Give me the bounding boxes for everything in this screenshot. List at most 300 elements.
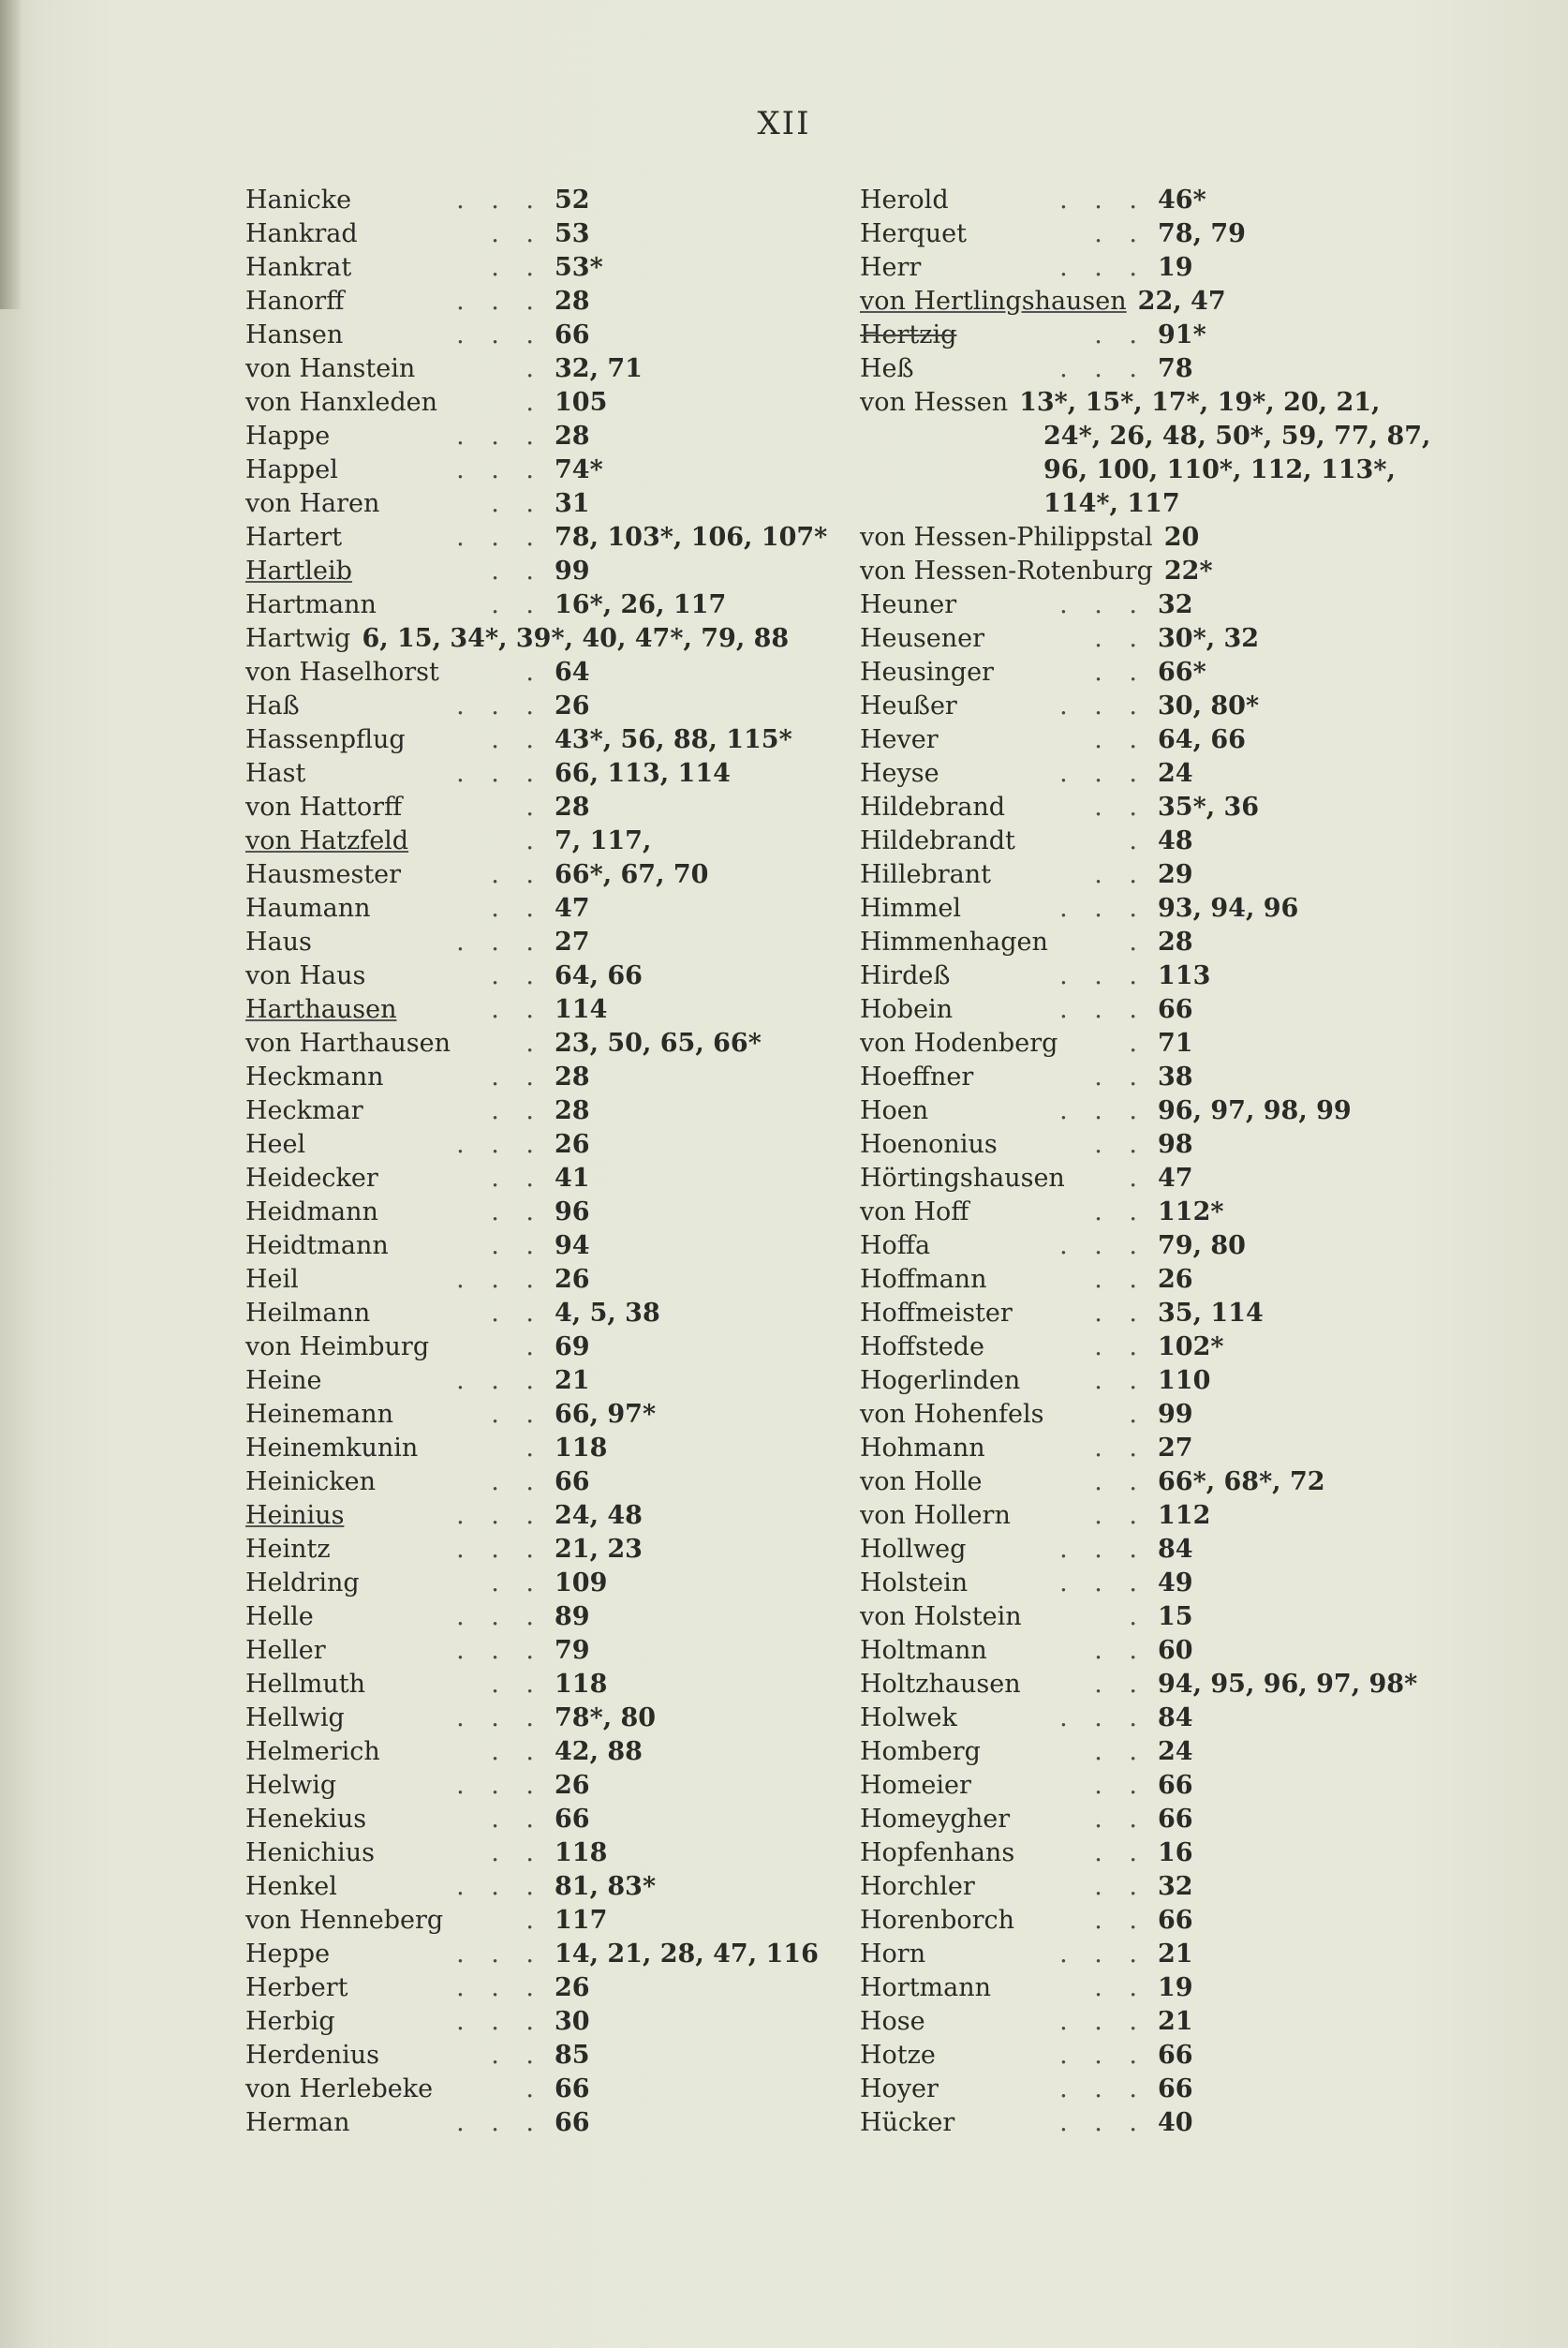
index-entry (860, 1904, 1506, 1938)
entry-label (860, 959, 1158, 993)
entry-name: Haus (245, 928, 312, 957)
entry-label (245, 1600, 555, 1634)
entry-pages: 4, 5, 38 (555, 1299, 660, 1328)
entry-pages: 85 (555, 2041, 590, 2070)
entry-label (860, 1061, 1158, 1094)
entry-pages: 78 (1158, 354, 1193, 383)
dot-leader: . . . (1059, 894, 1146, 923)
entry-label (860, 1836, 1158, 1870)
dot-leader: . . . (1059, 1535, 1146, 1564)
entry-name: Hansen (245, 320, 344, 349)
entry-label (245, 521, 555, 555)
entry-label (860, 1162, 1158, 1196)
entry-label (245, 555, 555, 588)
dot-leader: . (525, 388, 543, 417)
entry-pages: 47 (1158, 1164, 1193, 1193)
entry-label (860, 656, 1158, 690)
entry-pages: 64, 66 (555, 961, 643, 990)
entry-name: Herbert (245, 1973, 348, 2002)
entry-name: Happe (245, 422, 331, 451)
index-entry (860, 1162, 1506, 1196)
index-entry (245, 1297, 845, 1330)
entry-pages: 27 (555, 928, 590, 957)
entry-pages: 110 (1158, 1366, 1211, 1395)
index-entry (245, 858, 845, 892)
index-entry (245, 1094, 845, 1128)
dot-leader: . . . (456, 1535, 543, 1564)
dot-leader: . . . (456, 1265, 543, 1294)
entry-label (245, 1567, 555, 1600)
entry-label (245, 825, 555, 858)
entry-name: Heyse (860, 759, 939, 788)
index-entry (245, 1196, 845, 1229)
entry-label (860, 993, 1158, 1027)
dot-leader: . . . (456, 523, 543, 552)
entry-pages: 40 (1158, 2108, 1193, 2137)
entry-pages: 66 (555, 1467, 590, 1496)
entry-label (860, 1533, 1158, 1567)
entry-pages: 52 (555, 186, 590, 215)
dot-leader: . . (491, 995, 543, 1024)
dot-leader: . . . (456, 1602, 543, 1631)
entry-label (245, 1027, 555, 1061)
entry-name: Himmenhagen (860, 928, 1048, 957)
dot-leader: . . (491, 1231, 543, 1260)
entry-label (245, 1904, 555, 1938)
index-entry (245, 1702, 845, 1735)
entry-label (245, 690, 555, 723)
entry-label (245, 420, 555, 453)
entry-name: Hose (860, 2007, 925, 2036)
dot-leader: . . . (456, 1636, 543, 1665)
dot-leader: . . (1094, 860, 1146, 889)
entry-label (245, 1061, 555, 1094)
entry-label (245, 1533, 555, 1567)
dot-leader: . . . (1059, 961, 1146, 990)
entry-pages: 96, 97, 98, 99 (1158, 1096, 1352, 1125)
entry-name: von Hanxleden (245, 388, 438, 417)
entry-name: Hildebrandt (860, 826, 1015, 855)
dot-leader: . (525, 793, 543, 822)
entry-pages: 94, 95, 96, 97, 98* (1158, 1670, 1418, 1699)
index-entry (245, 1229, 845, 1263)
index-entry (245, 2039, 845, 2073)
entry-label (245, 319, 555, 352)
entry-name: Heinemann (245, 1400, 394, 1429)
index-entry (245, 993, 845, 1027)
index-entry (245, 825, 845, 858)
dot-leader: . . (1094, 793, 1146, 822)
entry-name: Heinius (245, 1501, 345, 1530)
entry-name: von Heimburg (245, 1332, 430, 1361)
dot-leader: . . (491, 219, 543, 248)
entry-name: Hartert (245, 523, 343, 552)
entry-pages: 66 (555, 2074, 590, 2103)
dot-leader: . . (491, 961, 543, 990)
dot-leader: . . . (1059, 1939, 1146, 1969)
dot-leader: . (525, 1906, 543, 1935)
dot-leader: . . . (456, 2108, 543, 2137)
entry-name: von Haselhorst (245, 658, 439, 687)
entry-label (860, 217, 1158, 251)
entry-label (245, 1735, 555, 1769)
entry-pages: 66 (1158, 1906, 1193, 1935)
index-entry (860, 1836, 1506, 1870)
dot-leader: . . . (456, 287, 543, 316)
entry-name: Hoffstede (860, 1332, 984, 1361)
entry-name: von Hessen-Rotenburg (860, 557, 1153, 586)
entry-pages: 6, 15, 34*, 39*, 40, 47*, 79, 88 (362, 624, 790, 653)
entry-pages: 64, 66 (1158, 725, 1246, 754)
dot-leader: . . . (456, 2007, 543, 2036)
entry-label (860, 1027, 1158, 1061)
entry-pages: 35, 114 (1158, 1299, 1264, 1328)
entry-label (245, 993, 555, 1027)
dot-leader: . . . (456, 1973, 543, 2002)
entry-pages: 66, 97* (555, 1400, 657, 1429)
index-entry (245, 1836, 845, 1870)
entry-name: von Harthausen (245, 1029, 451, 1058)
index-entry (860, 1061, 1506, 1094)
entry-pages: 66 (555, 2108, 590, 2137)
index-entry (860, 1364, 1506, 1398)
dot-leader: . . . (456, 1501, 543, 1530)
dot-leader: . . (491, 489, 543, 518)
index-entry (860, 825, 1506, 858)
entry-label (860, 555, 1153, 588)
entry-pages: 79, 80 (1158, 1231, 1246, 1260)
index-entry (245, 1027, 845, 1061)
entry-label (860, 892, 1158, 926)
dot-leader: . . . (1059, 1096, 1146, 1125)
entry-name: Hohmann (860, 1434, 985, 1463)
entry-pages: 66 (555, 320, 590, 349)
index-entry (860, 926, 1506, 959)
entry-label (245, 285, 555, 319)
index-entry (860, 656, 1506, 690)
index-entry (245, 2106, 845, 2140)
entry-label (860, 1668, 1158, 1702)
entry-label (245, 1938, 555, 1971)
entry-label (860, 386, 1008, 420)
dot-leader: . . (1094, 658, 1146, 687)
entry-label (245, 1836, 555, 1870)
entry-name: Horchler (860, 1872, 975, 1901)
dot-leader: . . (1094, 1467, 1146, 1496)
index-entry (245, 555, 845, 588)
entry-pages: 78*, 80 (555, 1703, 657, 1732)
entry-pages: 35*, 36 (1158, 793, 1260, 822)
entry-pages: 66 (1158, 1771, 1193, 1800)
index-entry (245, 1432, 845, 1465)
entry-pages: 114 (555, 995, 608, 1024)
index-entry (245, 352, 845, 386)
index-entry (245, 1971, 845, 2005)
dot-leader: . . (491, 1568, 543, 1598)
index-entry (245, 1567, 845, 1600)
entry-name: Horn (860, 1939, 926, 1969)
entry-name: Heinicken (245, 1467, 377, 1496)
entry-name: Heine (245, 1366, 322, 1395)
dot-leader: . . . (456, 455, 543, 484)
dot-leader: . . (1094, 1366, 1146, 1395)
entry-pages: 43*, 56, 88, 115* (555, 725, 792, 754)
entry-pages: 22, 47 (1137, 287, 1226, 316)
entry-pages: 20 (1163, 523, 1200, 552)
index-entry (860, 2039, 1506, 2073)
entry-name: Henkel (245, 1872, 337, 1901)
entry-label (860, 1432, 1158, 1465)
dot-leader: . (525, 354, 543, 383)
dot-leader: . (525, 658, 543, 687)
index-entry (245, 217, 845, 251)
dot-leader: . (1129, 1400, 1146, 1429)
entry-pages: 89 (555, 1602, 590, 1631)
entry-pages: 26 (1158, 1265, 1193, 1294)
entry-name: Hartmann (245, 590, 377, 619)
dot-leader: . (1129, 1602, 1146, 1631)
index-entry (245, 656, 845, 690)
entry-pages: 49 (1158, 1568, 1193, 1598)
entry-name: Heußer (860, 691, 957, 721)
index-entry (245, 2073, 845, 2106)
entry-pages: 28 (555, 1096, 590, 1125)
entry-label (245, 184, 555, 217)
entry-label (245, 1263, 555, 1297)
entry-label (245, 487, 555, 521)
dot-leader: . . . (1059, 354, 1146, 383)
dot-leader: . . . (456, 1771, 543, 1800)
entry-label (860, 1330, 1158, 1364)
dot-leader: . . (1094, 1299, 1146, 1328)
dot-leader: . . (491, 1096, 543, 1125)
index-entry (860, 1398, 1506, 1432)
entry-label (245, 1870, 555, 1904)
dot-leader: . . (1094, 1636, 1146, 1665)
index-entry (245, 386, 845, 420)
index-entry (860, 1128, 1506, 1162)
entry-pages: 27 (1158, 1434, 1193, 1463)
index-entry (860, 1263, 1506, 1297)
entry-name: von Haus (245, 961, 366, 990)
entry-name: von Hohenfels (860, 1400, 1044, 1429)
entry-label (245, 1196, 555, 1229)
entry-label (245, 622, 350, 656)
entry-pages: 78, 79 (1158, 219, 1246, 248)
entry-label (860, 1938, 1158, 1971)
entry-pages: 74* (555, 455, 603, 484)
entry-name: Holstein (860, 1568, 969, 1598)
entry-pages: 112* (1158, 1197, 1224, 1226)
entry-label (245, 1702, 555, 1735)
entry-name: von Herlebeke (245, 2074, 434, 2103)
index-entry (860, 791, 1506, 825)
entry-name: von Hatzfeld (245, 826, 409, 855)
dot-leader: . . . (456, 691, 543, 721)
entry-label (860, 1870, 1158, 1904)
entry-pages: 113 (1158, 961, 1211, 990)
entry-name: Himmel (860, 894, 961, 923)
dot-leader: . . (491, 557, 543, 586)
dot-leader: . . . (1059, 759, 1146, 788)
dot-leader: . . (491, 1838, 543, 1867)
entry-name: von Hodenberg (860, 1029, 1058, 1058)
index-entry (245, 959, 845, 993)
entry-label (860, 723, 1158, 757)
index-entry (245, 1769, 845, 1803)
entry-label (860, 825, 1158, 858)
dot-leader: . . . (1059, 2074, 1146, 2103)
dot-leader: . . . (1059, 186, 1146, 215)
entry-label (860, 1634, 1158, 1668)
entry-pages: 32 (1158, 590, 1193, 619)
entry-label (245, 1634, 555, 1668)
entry-label (860, 1769, 1158, 1803)
entry-name: Hotze (860, 2041, 936, 2070)
index-entry (860, 2073, 1506, 2106)
index-entry (245, 453, 845, 487)
entry-label (860, 251, 1158, 285)
dot-leader: . . (491, 1737, 543, 1766)
dot-leader: . . . (1059, 2041, 1146, 2070)
index-entry (245, 251, 845, 285)
entry-name: Horenborch (860, 1906, 1015, 1935)
entry-name: Happel (245, 455, 338, 484)
entry-label (245, 1128, 555, 1162)
entry-pages: 26 (555, 1973, 590, 2002)
entry-label (860, 1567, 1158, 1600)
entry-name: von Holstein (860, 1602, 1022, 1631)
index-entry (860, 1330, 1506, 1364)
entry-name: Heckmar (245, 1096, 363, 1125)
entry-label (245, 892, 555, 926)
entry-pages: 24 (1158, 759, 1193, 788)
entry-name: Homeygher (860, 1805, 1011, 1834)
dot-leader: . . (1094, 1838, 1146, 1867)
entry-label (245, 1971, 555, 2005)
entry-label (860, 2106, 1158, 2140)
index-entry (245, 622, 845, 656)
entry-name: Herold (860, 186, 949, 215)
dot-leader: . . (1094, 1501, 1146, 1530)
index-entry (245, 1162, 845, 1196)
dot-leader: . (525, 2074, 543, 2103)
dot-leader: . . . (1059, 1703, 1146, 1732)
entry-pages: 32 (1158, 1872, 1193, 1901)
index-entry (245, 1263, 845, 1297)
dot-leader: . . . (1059, 691, 1146, 721)
entry-label (860, 1229, 1158, 1263)
index-entry (860, 622, 1506, 656)
index-entry (860, 1971, 1506, 2005)
entry-name: Heilmann (245, 1299, 371, 1328)
entry-pages: 31 (555, 489, 590, 518)
entry-label (860, 1196, 1158, 1229)
dot-leader: . . . (1059, 995, 1146, 1024)
entry-pages: 21, 23 (555, 1535, 643, 1564)
index-entry (860, 1870, 1506, 1904)
index-entry (860, 1196, 1506, 1229)
index-entry (860, 1533, 1506, 1567)
entry-pages: 102* (1158, 1332, 1224, 1361)
entry-name: Heller (245, 1636, 326, 1665)
entry-pages: 114*, 117 (1043, 489, 1180, 518)
entry-pages: 99 (555, 557, 590, 586)
entry-label (860, 1735, 1158, 1769)
index-entry (860, 959, 1506, 993)
entry-name: Hoen (860, 1096, 929, 1125)
entry-name: Hankrat (245, 253, 352, 282)
entry-label (245, 2073, 555, 2106)
dot-leader: . . . (1059, 2007, 1146, 2036)
entry-label (860, 2005, 1158, 2039)
entry-label (245, 1668, 555, 1702)
entry-label (245, 2106, 555, 2140)
entry-pages: 69 (555, 1332, 590, 1361)
entry-name: Heil (245, 1265, 299, 1294)
index-entry (860, 1769, 1506, 1803)
entry-pages: 16*, 26, 117 (555, 590, 727, 619)
entry-label (860, 757, 1158, 791)
entry-name: Haumann (245, 894, 371, 923)
dot-leader: . . (1094, 320, 1146, 349)
entry-pages: 66* (1158, 658, 1206, 687)
entry-pages: 48 (1158, 826, 1193, 855)
index-entry (860, 555, 1506, 588)
entry-label (245, 2039, 555, 2073)
entry-name: Hertzig (860, 320, 957, 349)
entry-name: Hobein (860, 995, 954, 1024)
dot-leader: . . (491, 1063, 543, 1092)
entry-label (245, 217, 555, 251)
index-entry (860, 521, 1506, 555)
entry-name: Herbig (245, 2007, 335, 2036)
index-column-right (860, 184, 1506, 2140)
index-entry (860, 1668, 1506, 1702)
entry-name: Hortmann (860, 1973, 992, 2002)
dot-leader: . . . (1059, 590, 1146, 619)
index-entry (245, 1398, 845, 1432)
dot-leader: . . . (456, 1872, 543, 1901)
entry-pages: 28 (555, 793, 590, 822)
entry-label (860, 588, 1158, 622)
dot-leader: . (525, 826, 543, 855)
entry-label (245, 1398, 555, 1432)
entry-label (860, 690, 1158, 723)
entry-label (245, 1094, 555, 1128)
entry-name: von Hattorff (245, 793, 403, 822)
index-entry (245, 892, 845, 926)
dot-leader: . (1129, 1164, 1146, 1193)
index-entry (245, 926, 845, 959)
entry-pages: 30*, 32 (1158, 624, 1260, 653)
entry-name: von Hollern (860, 1501, 1011, 1530)
entry-label (245, 1432, 555, 1465)
entry-pages: 66 (1158, 2041, 1193, 2070)
entry-pages: 53 (555, 219, 590, 248)
entry-label (245, 656, 555, 690)
index-entry (860, 217, 1506, 251)
dot-leader: . . (491, 590, 543, 619)
entry-label (245, 1162, 555, 1196)
dot-leader: . . . (456, 422, 543, 451)
dot-leader: . . (491, 1400, 543, 1429)
dot-leader: . . (491, 1467, 543, 1496)
entry-name: Hoffmann (860, 1265, 987, 1294)
entry-label (245, 926, 555, 959)
dot-leader: . . (491, 1670, 543, 1699)
index-entry (860, 993, 1506, 1027)
